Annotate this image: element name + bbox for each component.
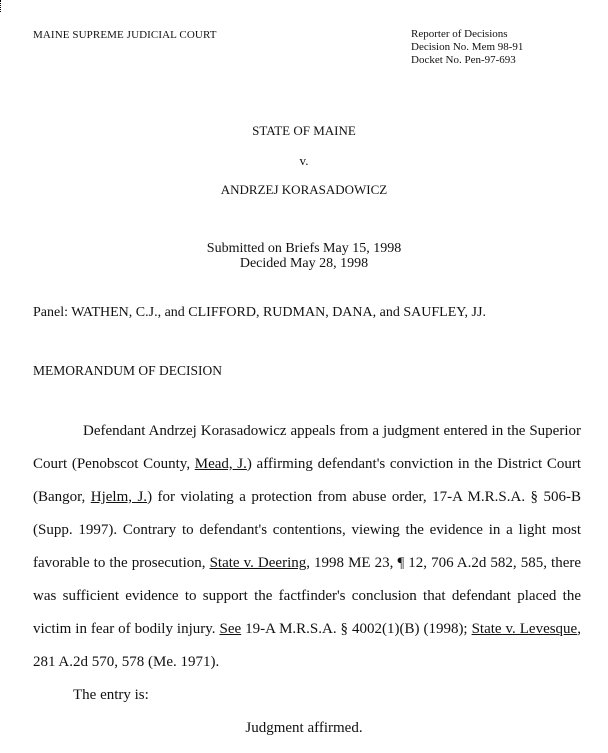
dates-block	[0, 241, 608, 271]
case-citation-deering: State v. Deering	[209, 555, 307, 571]
submitted-date: Submitted on Briefs May 15, 1998	[206, 241, 402, 256]
body-text-4: , 1998 ME 23, ¶ 12, 706 A.2d 582, 585, there was sufficient evidence to support the factfinder's conclusion that defendant placed the victim in fear of bodily injury.	[33, 555, 582, 637]
memorandum-title: MEMORANDUM OF DECISION	[33, 363, 223, 378]
body-text-3: ) for violating a protection from abuse order, 17-A M.R.S.A. § 506-B (Supp. 1997). Contrary to defendant's contentions, viewing the evidence in a light most favorable to the prosecution,	[33, 489, 581, 571]
judge-hjelm: Hjelm, J.	[90, 489, 148, 505]
decided-date: Decided May 28, 1998	[239, 256, 369, 271]
panel-line: Panel: WATHEN, C.J., and CLIFFORD, RUDMAN, DANA, and SAUFLEY, JJ.	[33, 305, 486, 320]
reporter-of-decisions: Reporter of Decisions	[411, 28, 508, 40]
header-row	[0, 0, 608, 100]
body-text-1: Defendant Andrzej Korasadowicz appeals from a judgment entered in the Superior Court (Penobscot County,	[33, 423, 581, 472]
body-text-2: ) affirming defendant's conviction in the District Court (Bangor,	[33, 456, 581, 505]
judge-mead: Mead, J.	[194, 456, 247, 472]
judgment-disposition: Judgment affirmed.	[245, 720, 363, 736]
decision-number: Decision No. Mem 98-91	[411, 41, 524, 53]
entry-label: The entry is:	[73, 687, 149, 703]
docket-number: Docket No. Pen-97-693	[411, 54, 516, 66]
caption-plaintiff: STATE OF MAINE	[252, 123, 356, 138]
caption-versus: v.	[299, 153, 309, 168]
body-text-5: 19-A M.R.S.A. § 4002(1)(B) (1998);	[241, 621, 472, 637]
reporter-block	[411, 28, 523, 67]
body-text-6: , 281 A.2d 570, 578 (Me. 1971).	[33, 621, 581, 670]
see-signal: See	[219, 621, 242, 637]
case-citation-levesque: State v. Levesque	[471, 621, 578, 637]
caption-defendant: ANDRZEJ KORASADOWICZ	[220, 182, 388, 197]
court-name: MAINE SUPREME JUDICIAL COURT	[33, 29, 217, 41]
decision-body	[33, 415, 581, 679]
document-flow	[0, 123, 608, 753]
